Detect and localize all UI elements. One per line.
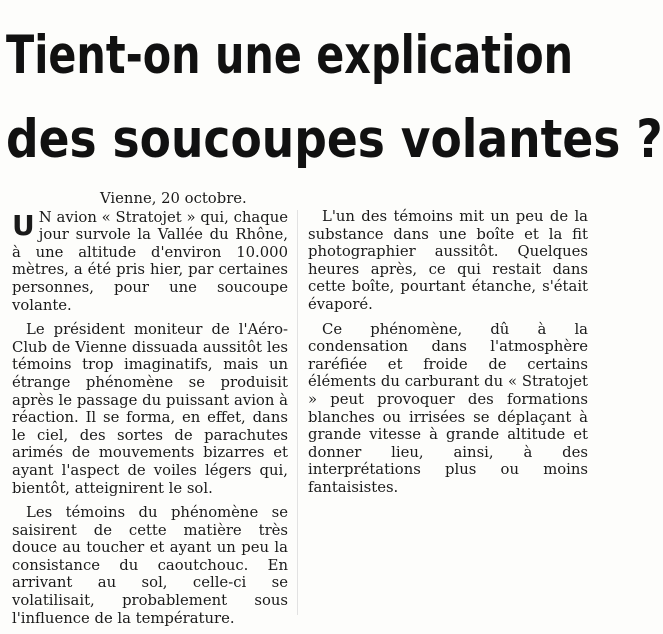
paragraph-1	[12, 209, 288, 315]
paragraph-5: Ce phénomène, dû à la condensation dans l'atmosphère raréfiée et froide de certains éléments du carburant du « Stratojet » peut provoquer des formations blanches ou irrisées se déplaçant à grande vitesse à grande altitude et donner lieu, ainsi, à des interprétations plus ou moins fantaisistes.	[308, 320, 588, 496]
drop-cap: U	[12, 208, 35, 242]
headline-line-2: des soucoupes volantes ?	[6, 109, 663, 170]
headline	[6, 14, 663, 182]
paragraph-4: L'un des témoins mit un peu de la substance dans une boîte et la fit photographier aussitôt. Quelques heures après, ce qui restait dans cette boîte, pourtant étanche, s'était évaporé.	[308, 208, 588, 313]
dateline: Vienne, 20 octobre.	[100, 190, 247, 207]
article-column-right	[308, 208, 588, 504]
paragraph-1-text: N avion « Stratojet » qui, chaque jour survole la Vallée du Rhône, à une altitude d'environ 10.000 mètres, a été pris hier, par certaines personnes, pour une soucoupe volante.	[12, 208, 288, 314]
headline-line-1: Tient-on une explication	[6, 25, 574, 86]
paragraph-3: Les témoins du phénomène se saisirent de cette matière très douce au toucher et ayant un peu la consistance du caoutchouc. En arrivant au sol, celle-ci se volatilisait, probablement sous l'influence de la température.	[12, 504, 288, 627]
article-column-left	[12, 190, 288, 634]
column-divider	[297, 210, 298, 615]
paragraph-2: Le président moniteur de l'Aéro-Club de Vienne dissuada aussitôt les témoins trop imaginatifs, mais un étrange phénomène se produisit après le passage du puissant avion à réaction. Il se forma, en effet, dans le ciel, des sortes de parachutes arimés de mouvements bizarres et ayant l'aspect de voiles légers qui, bientôt, atteignirent le sol.	[12, 321, 288, 497]
